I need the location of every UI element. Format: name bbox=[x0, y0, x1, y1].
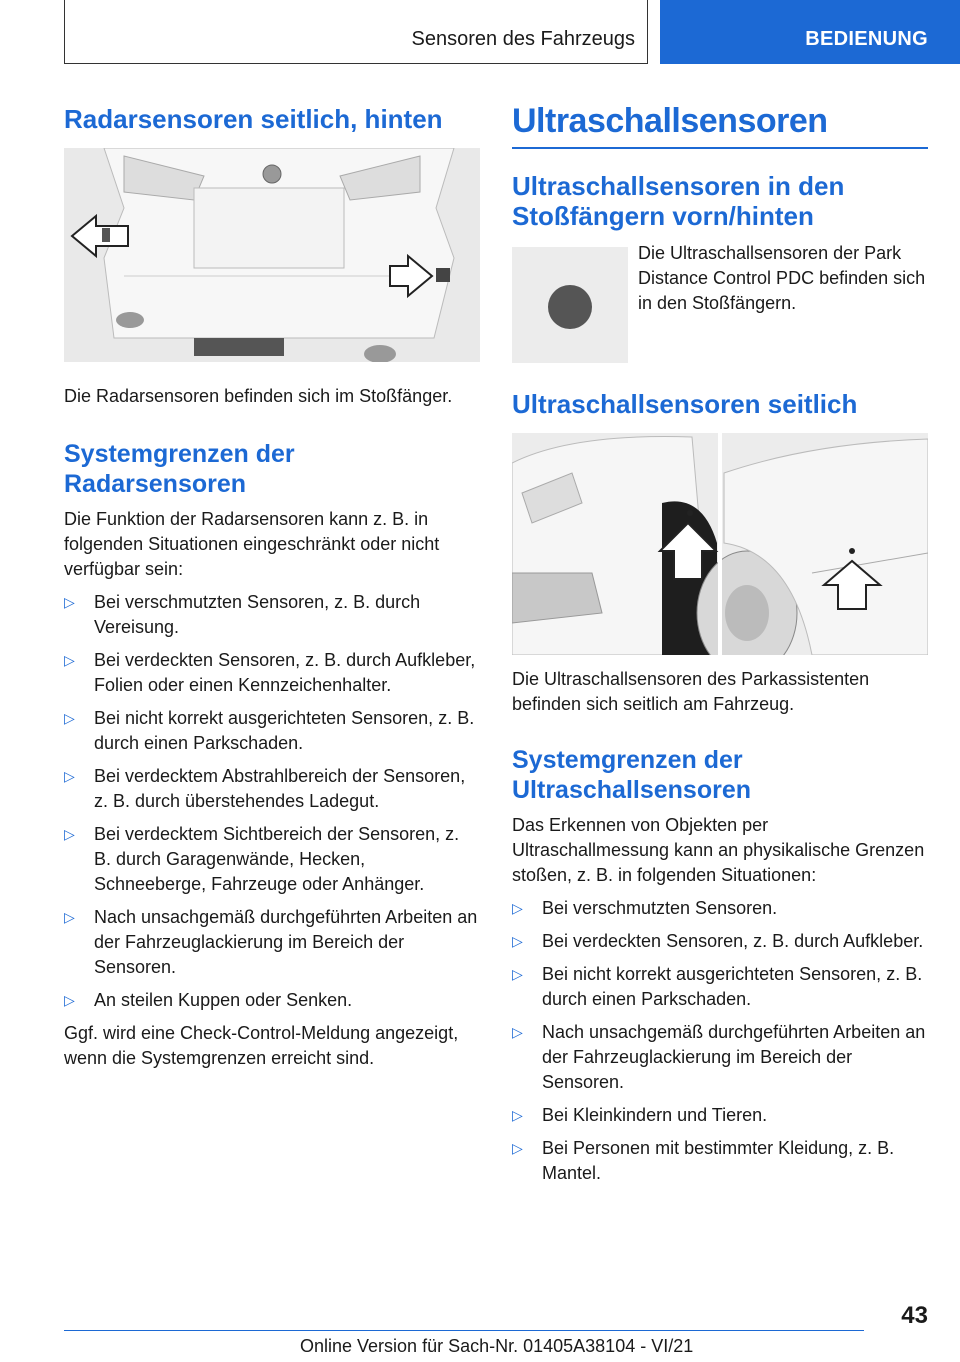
list-item: ▷ Bei nicht korrekt ausgerichteten Sensoren, z. B. durch einen Parkschaden. bbox=[512, 964, 923, 1009]
list-item: ▷ Bei verdecktem Abstrahlbereich der Sensoren, z. B. durch überstehendes Ladegut. bbox=[64, 766, 466, 811]
page-number: 43 bbox=[901, 1302, 928, 1329]
list-item: ▷ Nach unsachgemäß durchgeführten Arbeiten an der Fahrzeuglackierung im Bereich der Sensoren. bbox=[512, 1022, 926, 1092]
list-item: ▷ Bei verschmutzten Sensoren, z. B. durch Vereisung. bbox=[64, 592, 421, 637]
radar-section-title: Radarsensoren seitlich, hinten bbox=[64, 104, 443, 134]
front-rear-title: Ultraschallsensoren in den Stoßfängern vorn/hinten bbox=[512, 171, 845, 231]
header-chapter-box bbox=[64, 0, 648, 64]
rear-bumper-image bbox=[64, 148, 480, 362]
triangle-bullet-icon: ▷ bbox=[512, 1024, 523, 1040]
side-car-illustration bbox=[512, 433, 928, 655]
ultrasonic-section-title: Ultraschallsensoren bbox=[512, 102, 828, 140]
triangle-bullet-icon: ▷ bbox=[512, 1107, 523, 1123]
triangle-bullet-icon: ▷ bbox=[64, 594, 75, 610]
radar-outro: Ggf. wird eine Check-Control-Meldung angezeigt, wenn die Systemgrenzen erreicht sind. bbox=[64, 1023, 459, 1068]
list-item: ▷ Bei verschmutzten Sensoren. bbox=[512, 896, 928, 921]
list-item: ▷ Bei Personen mit bestimmter Kleidung, z. B. Mantel. bbox=[512, 1138, 895, 1183]
radar-image-caption: Die Radarsensoren befinden sich im Stoßfänger. bbox=[64, 386, 453, 406]
triangle-bullet-icon: ▷ bbox=[512, 1140, 523, 1156]
triangle-bullet-icon: ▷ bbox=[64, 710, 75, 726]
section-tab-label: BEDIENUNG bbox=[805, 28, 928, 50]
triangle-bullet-icon: ▷ bbox=[64, 826, 75, 842]
front-rear-block bbox=[512, 245, 928, 365]
side-sensors-title: Ultraschallsensoren seitlich bbox=[512, 389, 858, 419]
chapter-title: Sensoren des Fahrzeugs bbox=[411, 28, 635, 50]
section-tab[interactable] bbox=[660, 0, 960, 64]
sensor-dot-icon bbox=[849, 548, 855, 554]
triangle-bullet-icon: ▷ bbox=[512, 966, 523, 982]
list-item: ▷ Bei nicht korrekt ausgerichteten Sensoren, z. B. durch einen Parkschaden. bbox=[64, 708, 475, 753]
ultrasonic-limits-title: Systemgrenzen der Ultraschallsensoren bbox=[512, 746, 751, 804]
triangle-bullet-icon: ▷ bbox=[512, 933, 523, 949]
triangle-bullet-icon: ▷ bbox=[64, 768, 75, 784]
left-column bbox=[64, 100, 480, 1079]
front-rear-text: Die Ultraschallsensoren der Park Distance Control PDC befinden sich in den Stoßfängern. bbox=[638, 243, 926, 313]
list-item: ▷ Bei verdeckten Sensoren, z. B. durch Aufkleber. bbox=[512, 929, 928, 954]
triangle-bullet-icon: ▷ bbox=[64, 909, 75, 925]
list-item: ▷ Bei verdecktem Sichtbereich der Sensoren, z. B. durch Garagenwände, Hecken, Schneeberge, Fahrzeuge oder Anhänger. bbox=[64, 824, 460, 894]
right-column bbox=[512, 100, 928, 1194]
ultrasonic-limits-list bbox=[512, 896, 928, 1186]
list-item: ▷ Nach unsachgemäß durchgeführten Arbeiten an der Fahrzeuglackierung im Bereich der Sensoren. bbox=[64, 907, 478, 977]
footer-rule bbox=[64, 1330, 864, 1331]
radar-limits-title: Systemgrenzen der Radarsensoren bbox=[64, 440, 295, 498]
radar-sensor-mark-icon bbox=[436, 268, 450, 282]
ultrasonic-limits-intro: Das Erkennen von Objekten per Ultraschallmessung kann an physikalische Grenzen stoßen, z. B. in folgenden Situationen: bbox=[512, 815, 925, 885]
list-item: ▷ An steilen Kuppen oder Senken. bbox=[64, 988, 480, 1013]
triangle-bullet-icon: ▷ bbox=[64, 992, 75, 1008]
triangle-bullet-icon: ▷ bbox=[512, 900, 523, 916]
side-sensors-caption: Die Ultraschallsensoren des Parkassistenten befinden sich seitlich am Fahrzeug. bbox=[512, 669, 870, 714]
sensor-dot-icon bbox=[687, 510, 693, 516]
list-item: ▷ Bei Kleinkindern und Tieren. bbox=[512, 1103, 928, 1128]
list-item: ▷ Bei verdeckten Sensoren, z. B. durch Aufkleber, Folien oder einen Kennzeichenhalter. bbox=[64, 650, 476, 695]
radar-limits-intro: Die Funktion der Radarsensoren kann z. B. in folgenden Situationen eingeschränkt oder nicht verfügbar sein: bbox=[64, 509, 440, 579]
side-sensors-image bbox=[512, 433, 928, 655]
footer-version-text: Online Version für Sach-Nr. 01405A38104 - VI/21 bbox=[300, 1336, 694, 1356]
triangle-bullet-icon: ▷ bbox=[64, 652, 75, 668]
pdc-sensor-image bbox=[512, 247, 628, 363]
sensor-disc-icon bbox=[512, 247, 628, 363]
radar-limits-list bbox=[64, 590, 480, 1013]
ultrasonic-section-header bbox=[512, 102, 928, 149]
rear-car-illustration bbox=[64, 148, 480, 362]
